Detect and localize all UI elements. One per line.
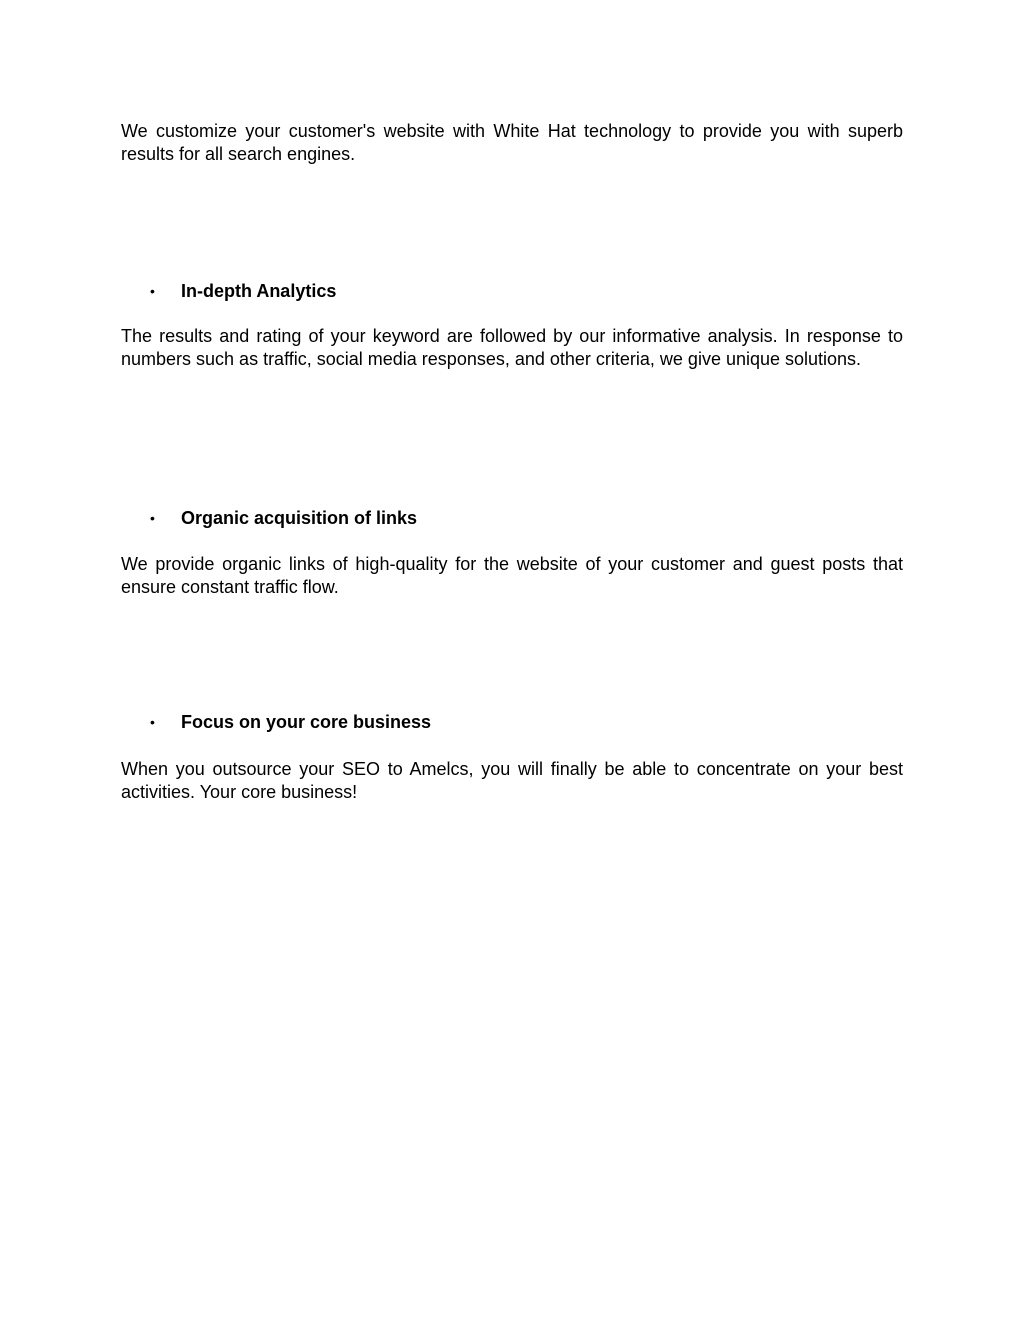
bullet-icon: • — [150, 510, 155, 526]
section-body-analytics: The results and rating of your keyword are followed by our informative analysis. In response to numbers such as traffic, social media responses, and other criteria, we give unique solutions. — [121, 326, 903, 369]
section-body-core-business: When you outsource your SEO to Amelcs, you will finally be able to concentrate on your best activities. Your core business! — [121, 759, 903, 802]
section-body-links: We provide organic links of high-quality for the website of your customer and guest posts that ensure constant traffic flow. — [121, 554, 903, 597]
heading-text: In-depth Analytics — [181, 281, 337, 301]
section-heading-core-business — [150, 711, 431, 733]
bullet-icon: • — [150, 283, 155, 299]
section-heading-analytics — [150, 280, 336, 302]
heading-text: Organic acquisition of links — [181, 508, 418, 528]
intro-paragraph: We customize your customer's website with White Hat technology to provide you with superb results for all search engines. — [121, 121, 903, 164]
section-heading-links — [150, 507, 417, 529]
bullet-icon: • — [150, 714, 155, 730]
heading-text: Focus on your core business — [181, 712, 432, 732]
